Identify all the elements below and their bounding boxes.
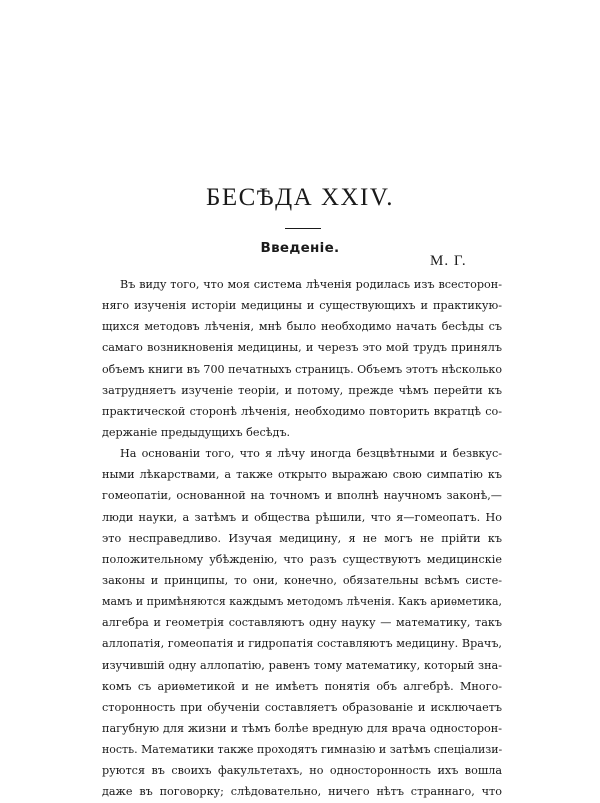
text-line: комъ съ ариѳметикой и не имѣетъ понятія объ алгебрѣ. Много-: [102, 679, 502, 693]
text-line: Въ виду того, что моя система лѣченія родилась изъ всесторон-: [120, 278, 502, 291]
text-line: сторонность при обученіи составляетъ образованіе и исключаетъ: [102, 700, 502, 714]
text-line: На основаніи того, что я лѣчу иногда безцвѣтными и безвкус-: [120, 447, 502, 461]
title-rule: [285, 228, 321, 229]
text-line: объемъ книги въ 700 печатныхъ страницъ. Объемъ этотъ нѣсколько: [102, 362, 502, 376]
text-line: практической сторонѣ лѣченія, необходимо повторить вкратцѣ со-: [102, 404, 502, 418]
text-line: люди науки, а затѣмъ и общества рѣшили, что я—гомеопатъ. Но: [102, 510, 502, 524]
salutation: М. Г.: [430, 253, 467, 269]
text-line: изучившій одну аллопатію, равенъ тому математику, который зна-: [102, 658, 502, 672]
chapter-title: БЕСѢДА XXIV.: [206, 184, 394, 211]
text-line: ность. Математики также проходятъ гимназію и затѣмъ спеціализи-: [102, 743, 503, 757]
text-line: ными лѣкарствами, а также открыто выражаю свою симпатію къ: [102, 468, 502, 482]
text-line: держаніе предыдущихъ бесѣдъ.: [102, 425, 291, 439]
text-line: аллопатія, гомеопатія и гидропатія составляютъ медицину. Врачъ,: [102, 637, 502, 651]
section-heading: Введеніе.: [260, 240, 340, 256]
text-line: самаго возникновенія медицины, и черезъ это мой трудъ принялъ: [102, 341, 502, 355]
text-line: законы и принципы, то они, конечно, обязательны всѣмъ систе-: [102, 573, 502, 587]
text-line: пагубную для жизни и тѣмъ болѣе вредную для врача односторон-: [102, 721, 502, 735]
text-line: даже въ поговорку; слѣдовательно, ничего нѣтъ страннаго, что: [102, 785, 502, 799]
text-line: положительному убѣжденію, что разъ существуютъ медицинскіе: [102, 552, 502, 566]
text-line: щихся методовъ лѣченія, мнѣ было необходимо начать бесѣды съ: [102, 320, 502, 334]
text-line: няго изученія исторіи медицины и существующихъ и практикую-: [102, 299, 502, 313]
paragraph-2: [102, 443, 502, 802]
text-line: мамъ и примѣняются каждымъ методомъ лѣченія. Какъ ариѳметика,: [102, 595, 502, 609]
text-line: затрудняетъ изученіе теоріи, и потому, прежде чѣмъ перейти къ: [102, 383, 502, 397]
paragraph-1: [102, 274, 502, 443]
text-line: алгебра и геометрія составляютъ одну науку — математику, такъ: [102, 616, 502, 630]
text-line: это несправедливо. Изучая медицину, я не могъ не прійти къ: [102, 531, 502, 545]
text-line: гомеопатіи, основанной на точномъ и вполнѣ научномъ законѣ,—: [102, 489, 502, 503]
text-line: руются въ своихъ факультетахъ, но односторонность ихъ вошла: [102, 764, 502, 778]
body-text: [102, 274, 502, 803]
